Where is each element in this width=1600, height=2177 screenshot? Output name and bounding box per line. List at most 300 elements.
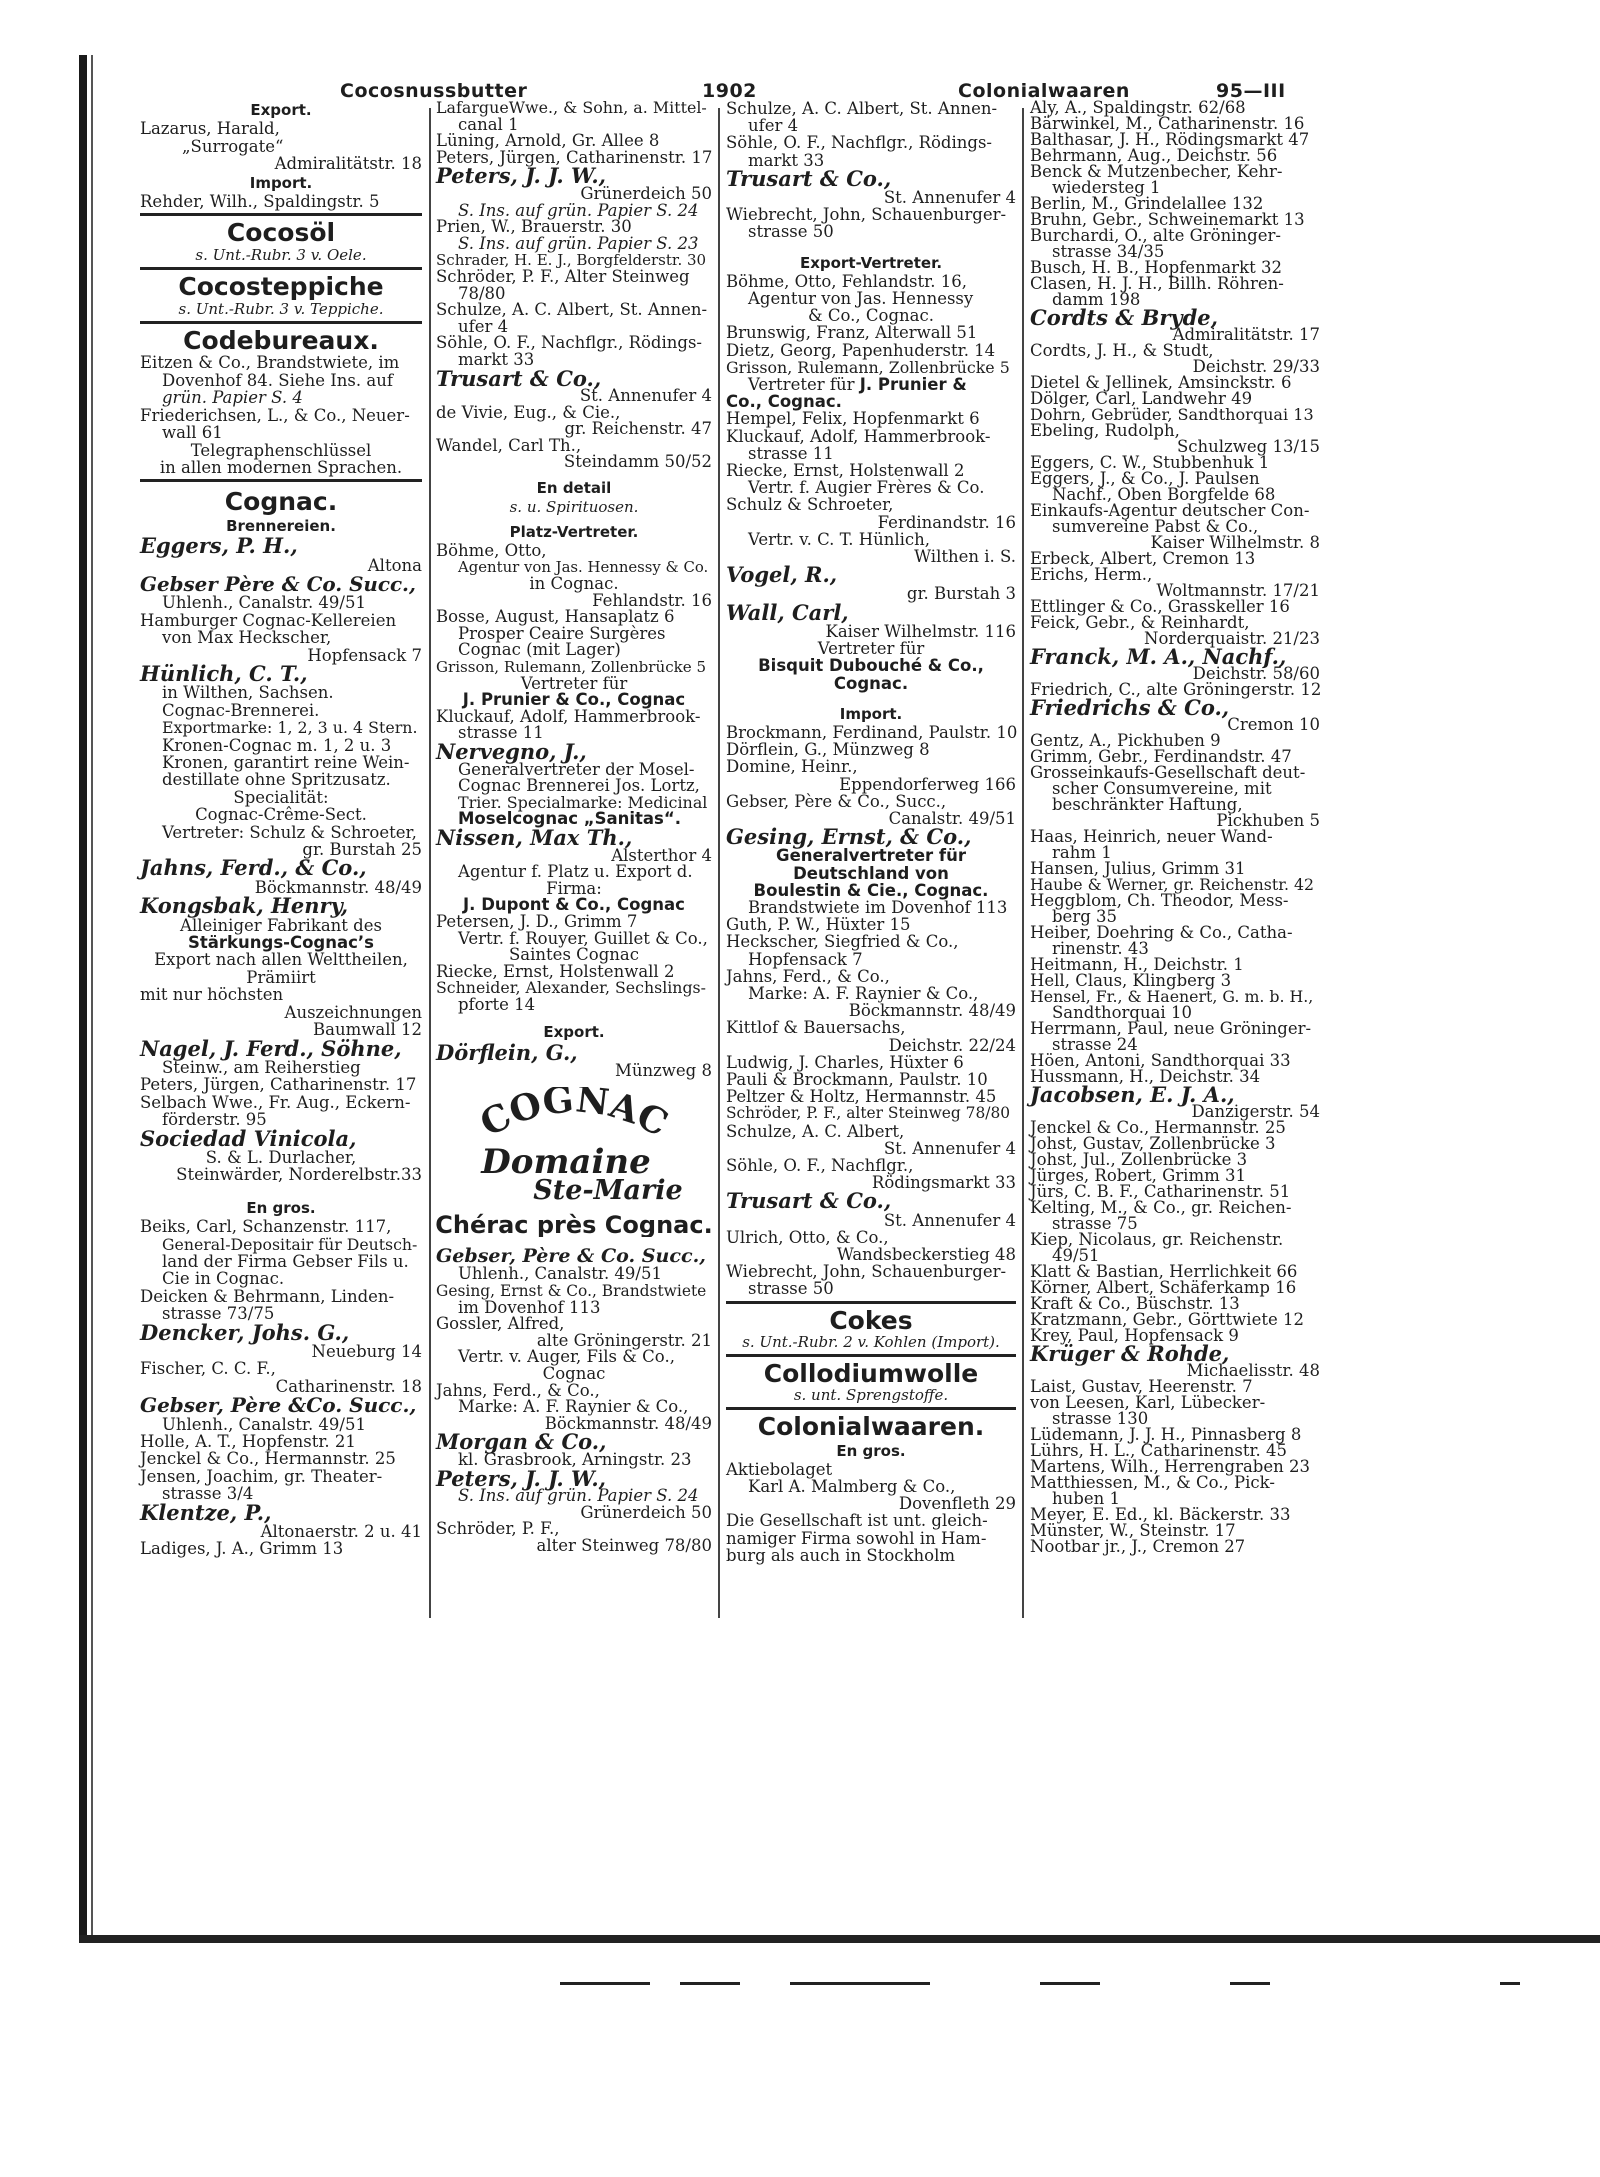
entry: Dölger, Carl, Landwehr 49 (1030, 389, 1253, 408)
entry: & Co., Cognac. (807, 306, 934, 326)
entry: rahm 1 (1052, 843, 1112, 862)
entry: Saintes Cognac (509, 945, 639, 965)
entry: Peters, Jürgen, Catharinenstr. 17 (140, 1075, 417, 1095)
entry: Peters, Jürgen, Catharinenstr. 17 (436, 147, 713, 167)
entry: Jürges, Robert, Grimm 31 (1030, 1166, 1246, 1185)
entry: Brockmann, Ferdinand, Paulstr. 10 (726, 722, 1018, 742)
entry: Martens, Wilh., Herrengraben 23 (1030, 1457, 1310, 1476)
entry: Ferdinandstr. 16 (877, 512, 1016, 532)
entry: Cognac. (833, 673, 909, 693)
page-edge-bottom (79, 1935, 1600, 1943)
entry: Uhlenh., Canalstr. 49/51 (458, 1264, 662, 1284)
rule (726, 1301, 1016, 1304)
cognac-domaine-logo (436, 1087, 712, 1241)
entry: Admiralitätstr. 18 (274, 154, 422, 174)
firm-name: Peters, J. J. W., (436, 1465, 606, 1491)
entry: Auszeichnungen (284, 1002, 422, 1022)
entry: Beiks, Carl, Schanzenstr. 117, (140, 1217, 392, 1237)
firm-name: Franck, M. A., Nachf., (1030, 644, 1287, 669)
entry: Woltmannstr. 17/21 (1156, 581, 1320, 600)
entry: S. Ins. auf grün. Papier S. 24 (458, 1486, 699, 1506)
category-title: Cocosteppiche (178, 272, 384, 302)
entry: Eggers, C. W., Stubbenhuk 1 (1030, 453, 1270, 472)
entry: rinenstr. 43 (1052, 939, 1149, 958)
firm-name: Eggers, P. H., (140, 533, 298, 559)
entry: Burchardi, O., alte Gröninger- (1030, 226, 1281, 245)
entry: Schulze, A. C. Albert, St. Annen- (726, 99, 998, 118)
cross-reference: s. Unt.-Rubr. 3 v. Oele. (195, 245, 367, 264)
section-heading: Import. (839, 704, 903, 723)
column-divider (429, 108, 431, 1618)
entry: Lüdemann, J. J. H., Pinnasberg 8 (1030, 1425, 1302, 1444)
firm-name: Gebser, Père &Co. Succ., (140, 1393, 417, 1418)
entry: Aktiebolaget (726, 1459, 833, 1479)
firm-name: Friedrichs & Co., (1030, 695, 1230, 720)
entry: Grisson, Rulemann, Zollenbrücke 5 (436, 658, 707, 676)
entry: Lazarus, Harald, (140, 119, 280, 139)
entry: Herrmann, Paul, neue Gröninger- (1030, 1019, 1312, 1038)
entry: Busch, H. B., Hopfenmarkt 32 (1030, 258, 1282, 277)
entry: Kronen, garantirt reine Wein- (162, 753, 410, 772)
logo-domaine-text: Domaine (481, 1142, 651, 1183)
scan-artifact (680, 1982, 740, 1985)
entry: Deichstr. 22/24 (888, 1035, 1016, 1055)
entry: strasse 73/75 (162, 1304, 275, 1324)
category-title: Cocosöl (226, 218, 336, 248)
entry: Grosseinkaufs-Gesellschaft deut- (1030, 763, 1306, 782)
entry: Baumwall 12 (313, 1020, 422, 1040)
firm-name: Vogel, R., (726, 562, 838, 588)
entry: Johst, Gustav, Zollenbrücke 3 (1030, 1134, 1276, 1153)
entry: ufer 4 (458, 316, 509, 336)
entry: Export nach allen Welttheilen, (154, 950, 408, 970)
entry: Haube & Werner, gr. Reichenstr. 42 (1030, 875, 1314, 894)
entry: „Surrogate“ (182, 136, 284, 156)
entry: ufer 4 (748, 116, 799, 136)
entry: Vertr. f. Rouyer, Guillet & Co., (458, 928, 708, 948)
entry: Uhlenh., Canalstr. 49/51 (162, 1414, 366, 1434)
entry: Krey, Paul, Hopfensack 9 (1030, 1326, 1239, 1345)
entry: Die Gesellschaft ist unt. gleich- (726, 1511, 988, 1531)
entry: Kaiser Wilhelmstr. 8 (1150, 533, 1320, 552)
entry: Höen, Antoni, Sandthorquai 33 (1030, 1051, 1291, 1070)
entry: Danzigerstr. 54 (1191, 1102, 1320, 1121)
section-heading: En detail (536, 479, 612, 498)
firm-name: Krüger & Rohde, (1030, 1341, 1230, 1366)
entry: Guth, P. W., Hüxter 15 (726, 915, 911, 935)
column-3 (726, 100, 1016, 1564)
entry: gr. Burstah 25 (302, 840, 422, 860)
entry: Uhlenh., Canalstr. 49/51 (162, 593, 366, 613)
entry: canal 1 (458, 114, 519, 134)
entry: Wiebrecht, John, Schauenburger- (726, 205, 1007, 225)
entry: Deichstr. 29/33 (1192, 357, 1320, 376)
cross-reference: s. unt. Sprengstoffe. (793, 1386, 949, 1405)
entry: Kittlof & Bauersachs, (726, 1018, 906, 1038)
entry: Cognac-Brennerei. (162, 700, 320, 720)
entry: Nootbar jr., J., Cremon 27 (1030, 1537, 1246, 1556)
entry: Böckmannstr. 48/49 (544, 1413, 712, 1433)
entry: S. Ins. auf grün. Papier S. 23 (458, 233, 699, 253)
entry: Pauli & Brockmann, Paulstr. 10 (726, 1069, 988, 1089)
entry: Deicken & Behrmann, Linden- (140, 1286, 395, 1306)
entry: Steinwärder, Norderelbstr.33 (176, 1165, 422, 1185)
entry: Riecke, Ernst, Holstenwall 2 (726, 461, 965, 481)
entry: kl. Grasbrook, Arningstr. 23 (458, 1449, 692, 1469)
entry: Wandsbeckerstieg 48 (836, 1245, 1016, 1264)
entry: Schulzweg 13/15 (1176, 437, 1320, 456)
scan-artifact (790, 1982, 930, 1985)
scan-artifact (1040, 1982, 1100, 1985)
entry: Münster, W., Steinstr. 17 (1030, 1521, 1236, 1540)
column-4 (1030, 100, 1320, 1555)
page-edge-left (79, 55, 87, 1940)
entry: Lüning, Arnold, Gr. Allee 8 (436, 131, 660, 151)
section-heading: Brennereien. (226, 516, 336, 535)
entry: St. Annenufer 4 (883, 1210, 1016, 1230)
entry: Jenckel & Co., Hermannstr. 25 (1030, 1118, 1286, 1137)
rule (140, 213, 422, 216)
column-divider (718, 108, 720, 1618)
entry: Prien, W., Brauerstr. 30 (436, 217, 632, 237)
firm-name: Hünlich, C. T., (140, 660, 308, 686)
entry: in allen modernen Sprachen. (159, 457, 403, 477)
entry: Heckscher, Siegfried & Co., (726, 932, 959, 952)
entry: strasse 11 (748, 443, 834, 463)
entry: Kratzmann, Gebr., Görttwiete 12 (1030, 1310, 1304, 1329)
entry: Gentz, A., Pickhuben 9 (1030, 731, 1221, 750)
entry: Cie in Cognac. (162, 1269, 285, 1289)
firm-name: Sociedad Vinicola, (140, 1125, 357, 1151)
entry: Hempel, Felix, Hopfenmarkt 6 (726, 409, 980, 429)
section-heading: Export. (250, 101, 312, 119)
entry-text: Vertreter für (748, 375, 855, 395)
entry: Friederichsen, L., & Co., Neuer- (140, 405, 410, 425)
category-title: Codebureaux. (183, 326, 379, 356)
entry: Marke: A. F. Raynier & Co., (748, 983, 979, 1003)
entry: strasse 11 (458, 723, 544, 743)
section-heading: Import. (249, 173, 313, 192)
cross-reference: s. Unt.-Rubr. 2 v. Kohlen (Import). (742, 1332, 1000, 1351)
entry: Hopfensack 7 (748, 949, 863, 969)
entry: Riecke, Ernst, Holstenwall 2 (436, 961, 675, 981)
firm-name: Trusart & Co., (726, 1188, 892, 1214)
entry: Stärkungs-Cognac’s (188, 933, 374, 953)
entry: Domine, Heinr., (726, 757, 858, 777)
entry: Brunswig, Franz, Alterwall 51 (726, 323, 978, 343)
entry: Münzweg 8 (614, 1060, 712, 1080)
entry: Sandthorquai 10 (1052, 1003, 1192, 1022)
entry: Deutschland von (793, 863, 949, 883)
entry: markt 33 (748, 150, 825, 170)
entry: Kaiser Wilhelmstr. 116 (825, 621, 1016, 641)
entry: Jahns, Ferd., & Co., (436, 1380, 600, 1400)
entry: Bruhn, Gebr., Schweinemarkt 13 (1030, 210, 1305, 229)
entry: markt 33 (458, 349, 535, 369)
entry: Catharinenstr. 18 (275, 1376, 422, 1396)
entry: Wandel, Carl Th., (436, 435, 582, 455)
entry: Einkaufs-Agentur deutscher Con- (1030, 501, 1310, 520)
entry: General-Depositair für Deutsch- (162, 1234, 418, 1254)
entry: Vertreter für (817, 639, 925, 659)
entry: huben 1 (1052, 1489, 1120, 1508)
entry: St. Annenufer 4 (579, 386, 712, 406)
entry: beschränkter Haftung, (1052, 795, 1243, 814)
logo-cognac-text: COGNAC (473, 1087, 675, 1146)
rule (140, 321, 422, 324)
entry: Karl A. Malmberg & Co., (748, 1477, 956, 1497)
entry: pforte 14 (458, 994, 536, 1014)
entry: Dovenhof 84. Siehe Ins. auf (162, 370, 393, 390)
firm-name: Dencker, Johs. G., (140, 1319, 350, 1345)
entry: strasse 24 (1052, 1035, 1138, 1054)
entry: Heiber, Doehring & Co., Catha- (1030, 923, 1293, 942)
entry: Meyer, E. Ed., kl. Bäckerstr. 33 (1030, 1505, 1291, 1524)
entry: Deichstr. 58/60 (1192, 664, 1320, 683)
entry: S. Ins. auf grün. Papier S. 24 (458, 200, 699, 220)
entry: Schröder, P. F., (436, 1519, 560, 1539)
entry: Heggblom, Ch. Theodor, Mess- (1030, 891, 1289, 910)
entry: Kluckauf, Adolf, Hammerbrook- (726, 426, 991, 446)
entry: Dohrn, Gebrüder, Sandthorquai 13 (1030, 405, 1314, 424)
entry: Klatt & Bastian, Herrlichkeit 66 (1030, 1262, 1298, 1281)
firm-name: Trusart & Co., (726, 165, 892, 191)
firm-name: Dörflein, G., (436, 1040, 578, 1066)
category-title: Colonialwaaren. (757, 1412, 985, 1442)
entry: Schrader, H. E. J., Borgfelderstr. 30 (436, 251, 707, 270)
entry: Erichs, Herm., (1030, 565, 1153, 584)
entry: im Dovenhof 113 (458, 1297, 601, 1317)
firm-name: Jacobsen, E. J. A., (1030, 1082, 1235, 1107)
entry: Hensel, Fr., & Haenert, G. m. b. H., (1030, 987, 1314, 1006)
entry: Clasen, H. J. H., Billh. Röhren- (1030, 274, 1284, 293)
firm-name: Nagel, J. Ferd., Söhne, (140, 1035, 402, 1061)
entry: LafargueWwe., & Sohn, a. Mittel- (436, 98, 707, 117)
entry: Schulz & Schroeter, (726, 495, 894, 515)
firm-name: Cordts & Bryde, (1030, 305, 1218, 330)
entry: Specialität: (233, 787, 329, 807)
entry: Schröder, P. F., alter Steinweg 78/80 (726, 1104, 1011, 1123)
entry: Böhme, Otto, Fehlandstr. 16, (726, 271, 967, 291)
entry: Grünerdeich 50 (580, 183, 712, 203)
entry: Aly, A., Spaldingstr. 62/68 (1030, 98, 1246, 117)
entry: Behrmann, Aug., Deichstr. 56 (1030, 146, 1278, 165)
entry: Söhle, O. F., Nachflgr., (726, 1155, 914, 1175)
entry: Agentur f. Platz u. Export d. (458, 862, 693, 882)
entry: Vertr. v. Auger, Fils & Co., (458, 1347, 675, 1367)
entry: Wiebrecht, John, Schauenburger- (726, 1262, 1007, 1282)
entry: Trier. Specialmarke: Medicinal (458, 792, 708, 812)
entry: Lührs, H. L., Catharinenstr. 45 (1030, 1441, 1288, 1460)
entry: Cognac Brennerei Jos. Lortz, (458, 776, 700, 796)
entry: Admiralitätstr. 17 (1172, 325, 1320, 344)
entry: land der Firma Gebser Fils u. (162, 1251, 409, 1271)
column-2 (436, 100, 712, 1555)
firm-name: Morgan & Co., (436, 1429, 607, 1455)
entry: Vertr. f. Augier Frères & Co. (748, 478, 985, 498)
entry: Gesing, Ernst & Co., Brandstwiete (436, 1282, 707, 1301)
entry: Schulze, A. C. Albert, St. Annen- (436, 300, 708, 320)
scan-artifact (560, 1982, 650, 1985)
entry: 49/51 (1052, 1246, 1100, 1265)
cross-reference: s. u. Spirituosen. (509, 497, 639, 516)
entry: J. Dupont & Co., Cognac (463, 895, 685, 915)
entry: Selbach Wwe., Fr. Aug., Eckern- (140, 1092, 411, 1112)
cross-reference: s. Unt.-Rubr. 3 v. Teppiche. (178, 299, 384, 318)
entry: Bärwinkel, M., Catharinenstr. 16 (1030, 114, 1305, 133)
entry: alter Steinweg 78/80 (536, 1535, 712, 1555)
entry: S. & L. Durlacher, (205, 1147, 357, 1167)
entry: namiger Firma sowohl in Ham- (726, 1528, 987, 1548)
header-right-keyword: Colonialwaaren (958, 80, 1130, 102)
entry: wall 61 (162, 423, 223, 443)
entry: Dietz, Georg, Papenhuderstr. 14 (726, 340, 996, 360)
entry: Firma: (546, 878, 602, 898)
entry: Altona (367, 555, 422, 575)
entry: Cognac (542, 1364, 606, 1383)
entry: Böckmannstr. 48/49 (848, 1001, 1016, 1021)
entry: wiedersteg 1 (1052, 178, 1161, 197)
entry: Petersen, J. D., Grimm 7 (436, 911, 638, 931)
entry: scher Consumvereine, mit (1052, 779, 1272, 798)
firm-name: Jahns, Ferd., & Co., (140, 855, 367, 881)
firm-name: Wall, Carl, (726, 599, 849, 625)
entry: Dietel & Jellinek, Amsinckstr. 6 (1030, 373, 1292, 392)
entry: Kluckauf, Adolf, Hammerbrook- (436, 706, 701, 726)
page-number: 95—III (1216, 80, 1286, 102)
firm-name: Gebser Père & Co. Succ., (140, 571, 416, 596)
entry: destillate ohne Spritzusatz. (162, 770, 391, 790)
column-divider (1022, 108, 1024, 1618)
entry: Cognac-Crême-Sect. (195, 805, 367, 825)
firm-name: Klentze, P., (140, 1499, 272, 1525)
entry: Hussmann, H., Deichstr. 34 (1030, 1067, 1261, 1086)
entry: Feick, Gebr., & Reinhardt, (1030, 613, 1250, 632)
entry: Fehlandstr. 16 (592, 590, 712, 610)
entry: Cognac (mit Lager) (458, 640, 621, 660)
entry: St. Annenufer 4 (883, 188, 1016, 208)
entry: Berlin, M., Grindelallee 132 (1030, 194, 1264, 213)
entry: strasse 75 (1052, 1214, 1138, 1233)
entry: strasse 50 (748, 222, 834, 242)
entry: Fischer, C. C. F., (140, 1359, 276, 1379)
entry: sumvereine Pabst & Co., (1052, 517, 1259, 536)
entry: Eitzen & Co., Brandstwiete, im (140, 353, 400, 373)
category-title: Cognac. (224, 487, 338, 517)
firm-name: Peters, J. J. W., (436, 163, 606, 189)
entry: Grisson, Rulemann, Zollenbrücke 5 (726, 357, 1010, 377)
entry: Steindamm 50/52 (563, 452, 712, 472)
entry: in Wilthen, Sachsen. (162, 683, 334, 703)
entry: Heitmann, H., Deichstr. 1 (1030, 955, 1244, 974)
entry: Körner, Albert, Schäferkamp 16 (1030, 1278, 1297, 1297)
entry: Boulestin & Cie., Cognac. (753, 880, 989, 900)
category-title: Collodiumwolle (763, 1359, 979, 1389)
entry: förderstr. 95 (162, 1110, 267, 1130)
entry: Hell, Claus, Klingberg 3 (1030, 971, 1232, 990)
category-title: Cokes (829, 1305, 913, 1335)
entry: gr. Reichenstr. 47 (564, 419, 712, 439)
entry: Friedrich, C., alte Gröningerstr. 12 (1030, 680, 1322, 699)
entry: Ebeling, Rudolph, (1030, 421, 1180, 440)
entry: Bosse, August, Hansaplatz 6 (436, 607, 675, 627)
firm-name: Nissen, Max Th., (436, 824, 633, 850)
entry: burg als auch in Stockholm (726, 1545, 956, 1565)
logo-ste-marie-text: Ste-Marie (533, 1175, 683, 1207)
entry: Norderquaistr. 21/23 (1144, 629, 1320, 648)
entry: Agentur von Jas. Hennessy (748, 289, 974, 309)
entry: Rehder, Wilh., Spaldingstr. 5 (140, 192, 380, 212)
entry: Alleiniger Fabrikant des (180, 915, 382, 935)
entry: Canalstr. 49/51 (888, 808, 1016, 828)
entry: berg 35 (1052, 907, 1118, 926)
entry: Hamburger Cognac-Kellereien (140, 610, 397, 630)
firm-name: Gesing, Ernst, & Co., (726, 824, 972, 850)
entry: Kronen-Cognac m. 1, 2 u. 3 (162, 735, 392, 755)
section-heading: Export. (543, 1023, 605, 1042)
entry: Ladiges, J. A., Grimm 13 (140, 1539, 344, 1559)
scan-artifact (1500, 1982, 1520, 1985)
entry: Ludwig, J. Charles, Hüxter 6 (726, 1052, 964, 1072)
entry: Generalvertreter der Mosel- (458, 759, 695, 779)
entry: 78/80 (458, 283, 506, 303)
entry: Pickhuben 5 (1216, 811, 1320, 830)
entry: Telegraphenschlüssel (190, 440, 372, 460)
entry: grün. Papier S. 4 (162, 388, 303, 408)
entry: Agentur von Jas. Hennessy & Co. (458, 558, 709, 577)
entry: Eggers, J., & Co., J. Paulsen (1030, 469, 1260, 488)
entry: Kraft & Co., Büschstr. 13 (1030, 1294, 1240, 1313)
entry: Böckmannstr. 48/49 (254, 877, 422, 897)
entry: Schneider, Alexander, Sechslings- (436, 978, 706, 998)
column-1 (140, 100, 422, 1558)
entry: Schulze, A. C. Albert, (726, 1121, 905, 1141)
entry: St. Annenufer 4 (883, 1138, 1016, 1158)
entry: Schröder, P. F., Alter Steinweg (436, 266, 690, 286)
entry: Dörflein, G., Münzweg 8 (726, 740, 930, 760)
entry: Neueburg 14 (311, 1342, 422, 1361)
entry: mit nur höchsten (140, 985, 284, 1005)
section-heading: Platz-Vertreter. (509, 523, 639, 542)
entry: Ettlinger & Co., Grasskeller 16 (1030, 597, 1290, 616)
entry: Jenckel & Co., Hermannstr. 25 (140, 1449, 396, 1469)
entry: Holle, A. T., Hopfenstr. 21 (140, 1432, 356, 1452)
entry: Altonaerstr. 2 u. 41 (260, 1522, 422, 1542)
entry: von Leesen, Karl, Lübecker- (1030, 1393, 1266, 1412)
entry: damm 198 (1052, 290, 1141, 309)
scan-artifact (1230, 1982, 1270, 1985)
entry: Brandstwiete im Dovenhof 113 (748, 897, 1008, 917)
entry: Jahns, Ferd., & Co., (726, 966, 890, 986)
entry: Prosper Ceaire Surgères (458, 623, 666, 643)
entry: strasse 3/4 (162, 1484, 254, 1504)
entry: Moselcognac „Sanitas“. (458, 809, 681, 829)
firm-name: Gebser, Père & Co. Succ., (436, 1244, 706, 1267)
entry: alte Gröningerstr. 21 (536, 1330, 712, 1350)
entry: Cremon 10 (1227, 715, 1320, 734)
entry: Laist, Gustav, Heerenstr. 7 (1030, 1377, 1253, 1396)
entry: Marke: A. F. Raynier & Co., (458, 1397, 689, 1417)
entry: de Vivie, Eug., & Cie., (436, 402, 621, 422)
section-heading: En gros. (836, 1441, 906, 1460)
entry: Exportmarke: 1, 2, 3 u. 4 Stern. (162, 718, 418, 738)
entry: von Max Heckscher, (162, 628, 332, 648)
entry: Rödingsmarkt 33 (871, 1173, 1016, 1193)
entry: Alsterthor 4 (611, 845, 712, 865)
section-heading: Export-Vertreter. (799, 253, 943, 272)
entry: Jensen, Joachim, gr. Theater- (140, 1466, 383, 1486)
entry: strasse 130 (1052, 1409, 1149, 1428)
